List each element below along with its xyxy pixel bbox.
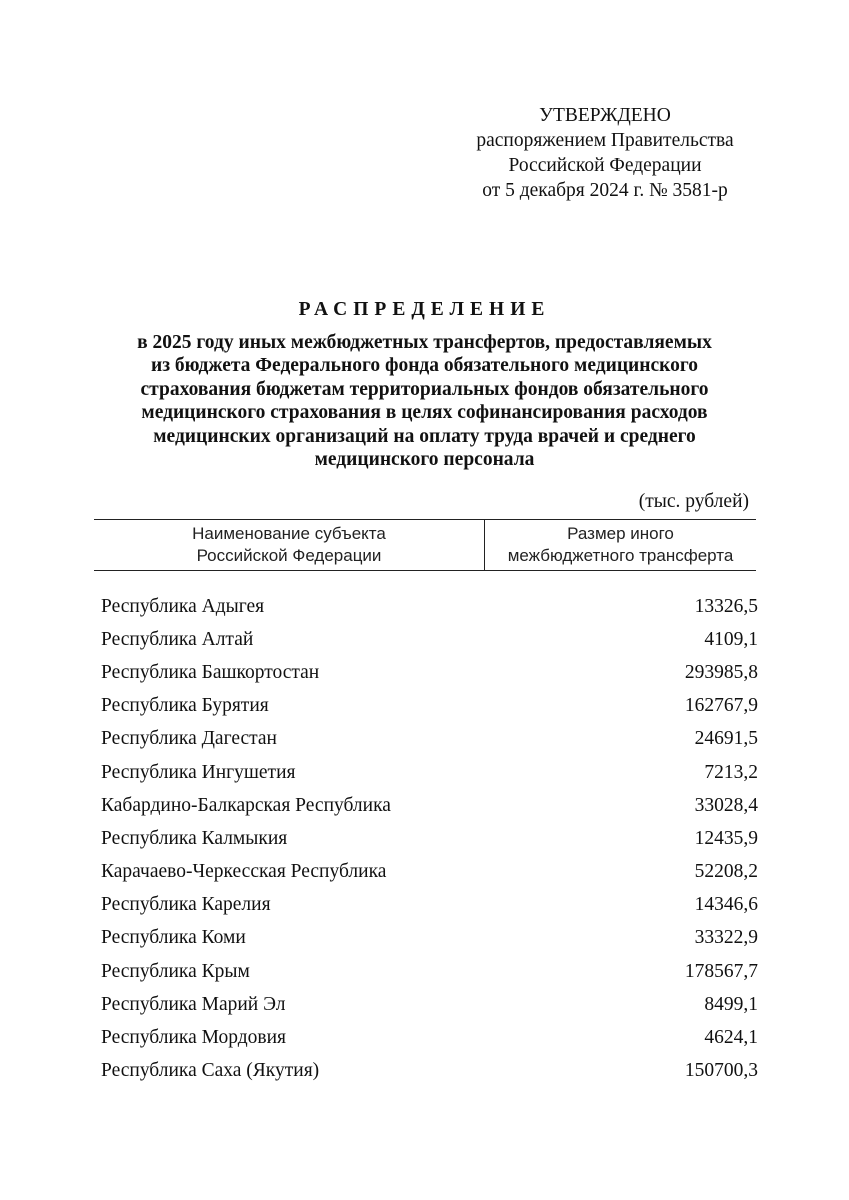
table-row: [101, 856, 761, 889]
header-amount-line: Размер иного: [567, 524, 674, 543]
header-transfer-amount: [485, 520, 756, 570]
transfer-amount: 178567,7: [684, 960, 758, 982]
subtitle-line: в 2025 году иных межбюджетных трансфертов, предоставляемых: [137, 332, 712, 353]
transfer-amount: 8499,1: [704, 993, 758, 1015]
transfer-amount: 33028,4: [694, 794, 758, 816]
transfer-amount: 150700,3: [684, 1060, 758, 1082]
header-subject-line: Российской Федерации: [196, 546, 382, 565]
transfer-amount: 13326,5: [694, 595, 758, 617]
table-body: [101, 590, 761, 1088]
transfer-amount: 293985,8: [684, 661, 758, 683]
table-row: [101, 590, 761, 623]
table-row: [101, 1055, 761, 1088]
table-row: [101, 988, 761, 1021]
region-name: Республика Коми: [101, 927, 246, 949]
subtitle-line: медицинского страхования в целях софинансирования расходов: [141, 402, 708, 424]
transfer-amount: 52208,2: [694, 861, 758, 883]
table-row: [101, 1021, 761, 1054]
region-name: Карачаево-Черкесская Республика: [101, 861, 387, 883]
document-subtitle: [80, 331, 769, 471]
transfer-amount: 7213,2: [704, 761, 758, 783]
region-name: Республика Ингушетия: [101, 761, 296, 783]
table-row: [101, 922, 761, 955]
subtitle-line: медицинского персонала: [314, 449, 535, 471]
approval-heading: УТВЕРЖДЕНО: [539, 105, 671, 126]
table-row: [101, 690, 761, 723]
approval-block: [440, 103, 770, 203]
document-title: РАСПРЕДЕЛЕНИЕ: [298, 299, 551, 320]
approval-authority: распоряжением Правительства: [476, 130, 734, 151]
table-row: [101, 756, 761, 789]
approval-date-number: от 5 декабря 2024 г. № 3581-р: [482, 180, 728, 201]
table-header: [94, 519, 756, 571]
table-row: [101, 822, 761, 855]
table-row: [101, 889, 761, 922]
region-name: Республика Крым: [101, 960, 250, 982]
region-name: Республика Башкортостан: [101, 661, 320, 683]
transfer-amount: 12435,9: [694, 827, 758, 849]
header-subject-name: [94, 520, 485, 570]
region-name: Республика Адыгея: [101, 595, 265, 617]
header-subject-line: Наименование субъекта: [192, 524, 386, 543]
table-row: [101, 723, 761, 756]
table-row: [101, 623, 761, 656]
transfer-amount: 24691,5: [694, 728, 758, 750]
transfer-amount: 14346,6: [694, 894, 758, 916]
region-name: Республика Марий Эл: [101, 993, 286, 1015]
transfer-amount: 33322,9: [694, 927, 758, 949]
table-row: [101, 955, 761, 988]
region-name: Республика Калмыкия: [101, 827, 288, 849]
region-name: Республика Мордовия: [101, 1027, 287, 1049]
transfer-amount: 4624,1: [704, 1027, 758, 1049]
region-name: Республика Бурятия: [101, 695, 269, 717]
subtitle-line: медицинских организаций на оплату труда врачей и среднего: [153, 425, 696, 447]
subtitle-line: из бюджета Федерального фонда обязательного медицинского: [150, 355, 699, 377]
region-name: Кабардино-Балкарская Республика: [101, 794, 391, 816]
region-name: Республика Дагестан: [101, 728, 277, 750]
region-name: Республика Саха (Якутия): [101, 1060, 320, 1082]
table-row: [101, 656, 761, 689]
units-label: (тыс. рублей): [638, 491, 749, 512]
approval-country: Российской Федерации: [508, 155, 702, 176]
subtitle-line: страхования бюджетам территориальных фондов обязательного: [140, 378, 709, 400]
table-row: [101, 789, 761, 822]
transfer-amount: 162767,9: [684, 695, 758, 717]
region-name: Республика Карелия: [101, 894, 271, 916]
header-amount-line: межбюджетного трансферта: [507, 546, 734, 565]
transfer-amount: 4109,1: [704, 628, 758, 650]
region-name: Республика Алтай: [101, 628, 254, 650]
